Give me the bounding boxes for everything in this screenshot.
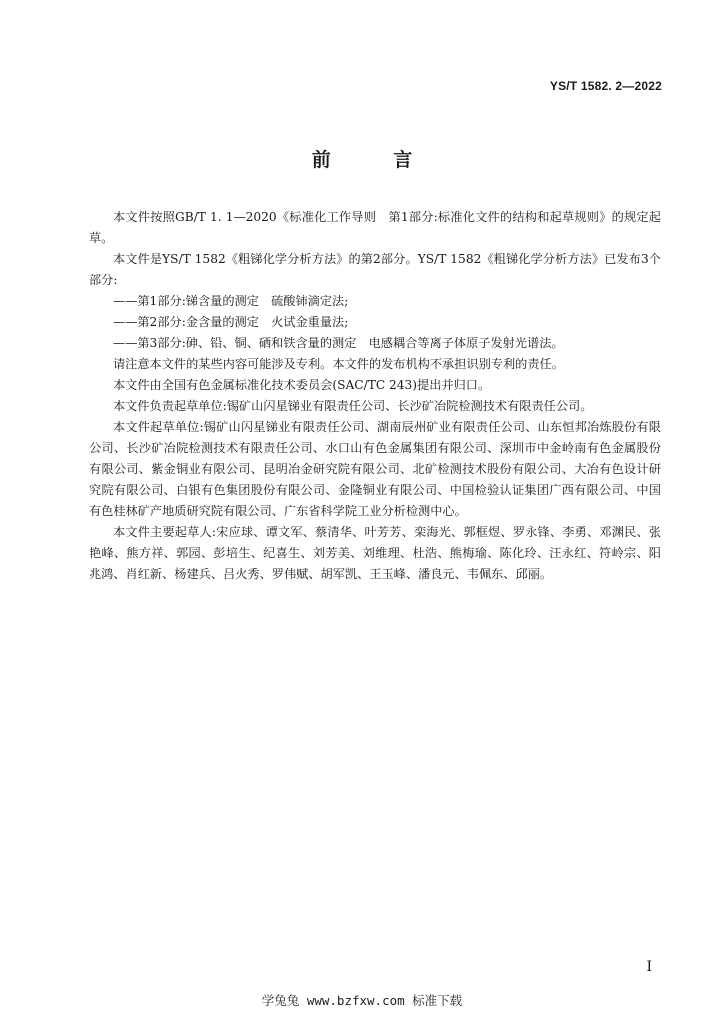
paragraph-committee: 本文件由全国有色金属标准化技术委员会(SAC/TC 243)提出并归口。 [113, 378, 491, 392]
foreword-body [89, 207, 661, 585]
paragraph-part-intro: 本文件是YS/T 1582《粗锑化学分析方法》的第2部分。YS/T 1582《粗锑化学分析方法》已发布3个部分: [89, 252, 661, 287]
paragraph-responsible-drafter: 本文件负责起草单位:锡矿山闪星锑业有限责任公司、长沙矿冶院检测技术有限责任公司。 [113, 399, 593, 413]
paragraph-drafting-units: 本文件起草单位:锡矿山闪星锑业有限责任公司、湖南辰州矿业有限责任公司、山东恒邦冶炼股份有限公司、长沙矿冶院检测技术有限责任公司、水口山有色金属集团有限公司、深圳市中金岭南有色金属股份有限公司、紫金铜业有限公司、昆明冶金研究院有限公司、北矿检测技术股份有限公司、大冶有色设计研究院有限公司、白银有色集团股份有限公司、金隆铜业有限公司、中国检验认证集团广西有限公司、中国有色桂林矿产地质研究院有限公司、广东省科学院工业分析检测中心。 [89, 420, 661, 518]
paragraph-main-drafters: 本文件主要起草人:宋应球、谭文军、蔡清华、叶芳芳、栾海光、郭框煜、罗永锋、李勇、邓渊民、张艳峰、熊方祥、郭园、彭培生、纪喜生、刘芳美、刘维理、杜浩、熊梅瑜、陈化玲、汪永红、符岭宗、阳兆鸿、肖红新、杨建兵、吕火秀、罗伟赋、胡军凯、王玉峰、潘良元、韦佩东、邱丽。 [89, 525, 661, 581]
list-item-part-2: ——第2部分:金含量的测定 火试金重量法; [113, 315, 349, 329]
page-number: I [646, 959, 652, 975]
list-item-part-1: ——第1部分:锑含量的测定 硫酸铈滴定法; [113, 294, 349, 308]
paragraph-drafting-rules: 本文件按照GB/T 1. 1—2020《标准化工作导则 第1部分:标准化文件的结构和起草规则》的规定起草。 [89, 210, 661, 245]
paragraph-patent-notice: 请注意本文件的某些内容可能涉及专利。本文件的发布机构不承担识别专利的责任。 [113, 357, 564, 371]
footer-watermark: 学兔兔 www.bzfxw.com 标准下载 [261, 993, 463, 1008]
list-item-part-3: ——第3部分:砷、铅、铜、硒和铁含量的测定 电感耦合等离子体原子发射光谱法。 [113, 336, 564, 350]
page-title: 前 言 [311, 149, 441, 171]
standard-code: YS/T 1582. 2—2022 [549, 79, 662, 93]
